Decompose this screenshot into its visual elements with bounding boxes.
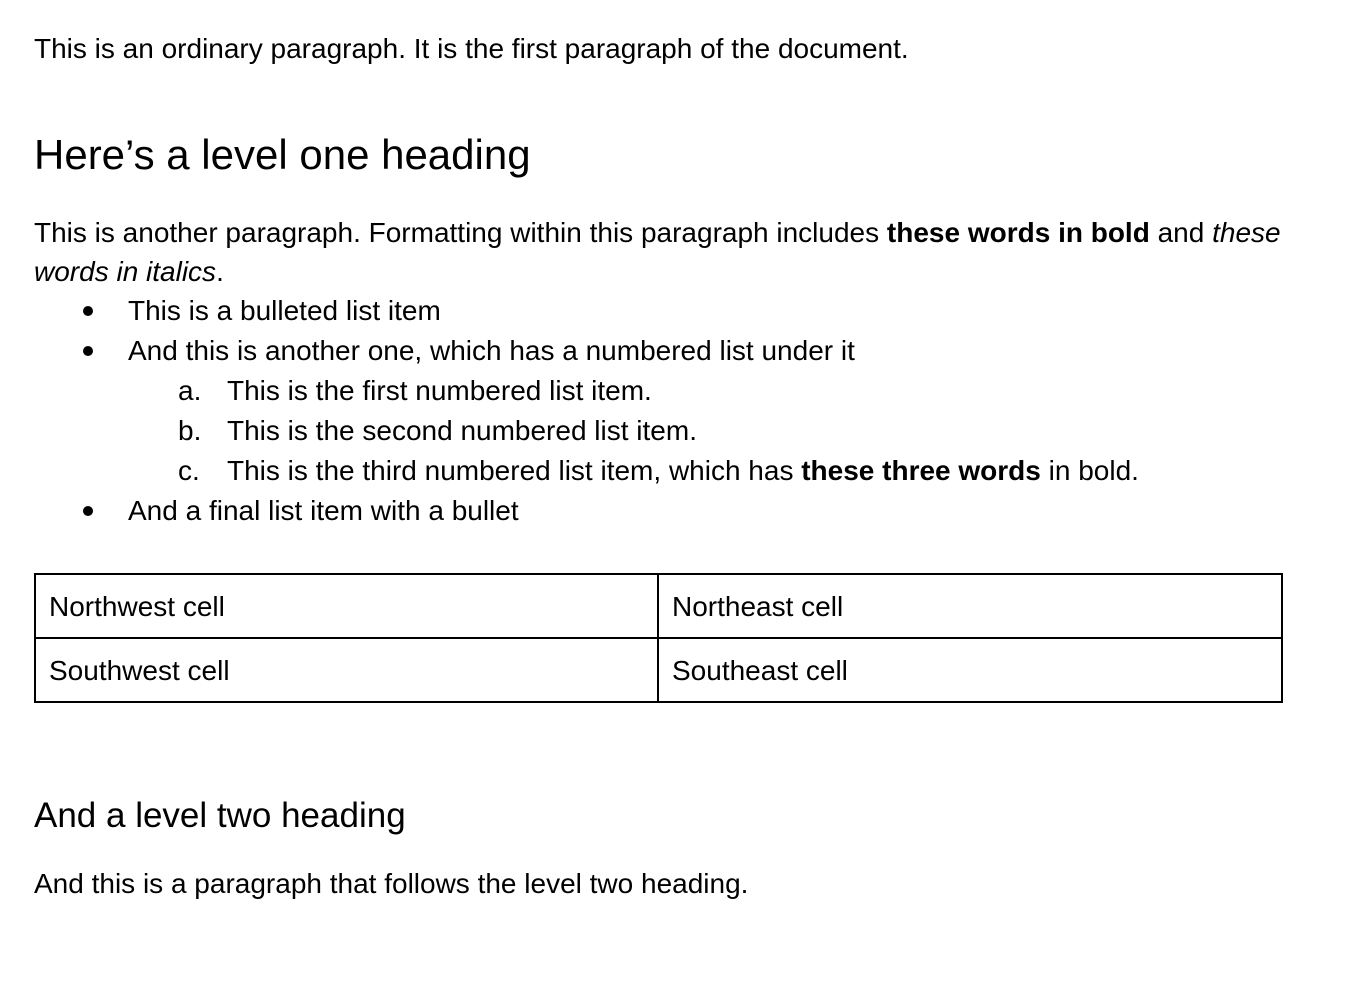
numbered-item-plain-1: This is the third numbered list item, which has	[227, 455, 802, 486]
list-item	[34, 331, 1326, 371]
list-item	[34, 291, 1326, 331]
level-two-heading: And a level two heading	[34, 796, 406, 835]
numbered-item-bold-text: these three words	[801, 455, 1041, 486]
numbered-list-item	[34, 411, 1326, 451]
formatted-paragraph-plain-3: .	[216, 256, 224, 287]
bullet-icon	[83, 506, 93, 516]
closing-paragraph: And this is a paragraph that follows the level two heading.	[34, 868, 749, 899]
bullet-icon	[83, 346, 93, 356]
bullet-icon	[83, 306, 93, 316]
list-marker-c: c.	[178, 455, 200, 486]
numbered-list-item	[34, 451, 1326, 491]
formatted-paragraph-plain-1: This is another paragraph. Formatting within this paragraph includes	[34, 217, 887, 248]
numbered-item-text	[227, 455, 1139, 486]
list-item	[34, 491, 1326, 531]
numbered-item-text: This is the first numbered list item.	[227, 375, 652, 406]
formatted-paragraph-bold-text: these words in bold	[886, 217, 1150, 248]
list-item-text: And a final list item with a bullet	[128, 495, 519, 526]
list-item-text: And this is another one, which has a numbered list under it	[128, 335, 855, 366]
formatted-paragraph-plain-2: and	[1149, 217, 1213, 248]
first-paragraph: This is an ordinary paragraph. It is the first paragraph of the document.	[34, 33, 909, 64]
bulleted-list	[34, 291, 1326, 531]
table-row	[35, 574, 1282, 638]
list-item-text: This is a bulleted list item	[128, 295, 441, 326]
formatted-paragraph-italic-text: these words in italics	[34, 217, 1281, 287]
level-one-heading: Here’s a level one heading	[34, 131, 531, 178]
table-row	[35, 638, 1282, 702]
numbered-item-text: This is the second numbered list item.	[227, 415, 697, 446]
list-marker-a: a.	[178, 375, 202, 406]
numbered-item-plain-2: in bold.	[1040, 455, 1139, 486]
formatted-paragraph	[34, 213, 1326, 291]
table-cell-northwest: Northwest cell	[35, 574, 658, 638]
table-cell-northeast: Northeast cell	[658, 574, 1282, 638]
numbered-list-item	[34, 371, 1326, 411]
table-cell-southwest: Southwest cell	[35, 638, 658, 702]
table-cell-southeast: Southeast cell	[658, 638, 1282, 702]
content-table	[34, 573, 1283, 703]
list-marker-b: b.	[178, 415, 202, 446]
